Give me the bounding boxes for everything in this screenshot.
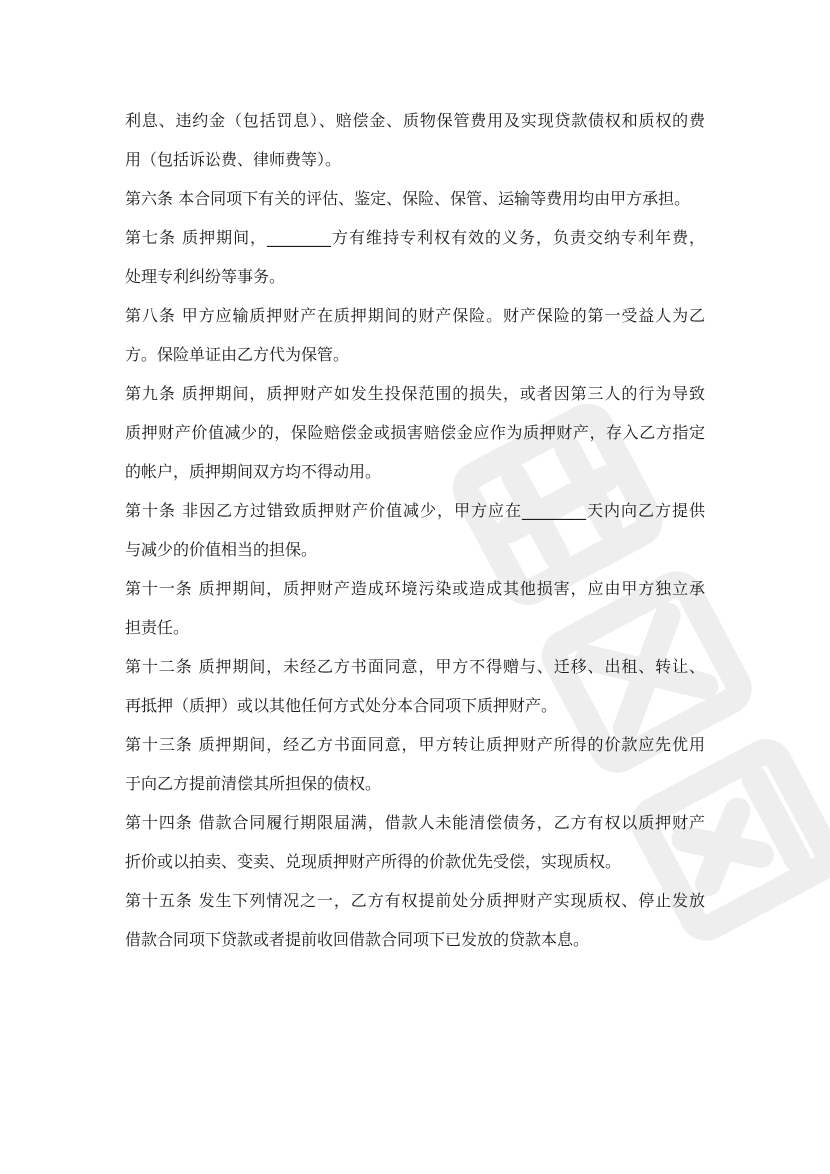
paragraph-line: 担责任。 [125,618,190,637]
paragraph-line: 折价或以拍卖、变卖、兑现质押财产所得的价款优先受偿，实现质权。 [125,852,622,871]
paragraph-line: 质押财产价值减少的，保险赔偿金或损害赔偿金应作为质押财产，存入乙方指定 [125,423,705,442]
paragraph-line: 第十四条 借款合同履行期限届满，借款人未能清偿债务，乙方有权以质押财产 [125,813,705,832]
paragraph-line: 第八条 甲方应输质押财产在质押期间的财产保险。财产保险的第一受益人为乙 [125,306,705,325]
paragraph-line: 第十二条 质押期间，未经乙方书面同意，甲方不得赠与、迁移、出租、转让、 [125,657,705,676]
paragraph-line: 第十一条 质押期间，质押财产造成环境污染或造成其他损害，应由甲方独立承 [125,579,705,598]
paragraph-line: 第十三条 质押期间，经乙方书面同意，甲方转让质押财产所得的价款应先优用 [125,735,705,754]
paragraph-line: 第十五条 发生下列情况之一，乙方有权提前处分质押财产实现质权、停止发放 [125,891,705,910]
paragraph-line: 利息、违约金（包括罚息）、赔偿金、质物保管费用及实现贷款债权和质权的费 [125,111,705,130]
paragraph-line: 第七条 质押期间，________方有维持专利权有效的义务，负责交纳专利年费， [125,228,705,247]
paragraph-line: 第六条 本合同项下有关的评估、鉴定、保险、保管、运输等费用均由甲方承担。 [125,189,691,208]
paragraph-line: 方。保险单证由乙方代为保管。 [125,345,350,364]
paragraph-line: 再抵押（质押）或以其他任何方式处分本合同项下质押财产。 [125,696,558,715]
paragraph-line: 于向乙方提前清偿其所担保的债权。 [125,774,382,793]
paragraph-line: 借款合同项下贷款或者提前收回借款合同项下已发放的贷款本息。 [125,930,590,949]
paragraph-line: 用（包括诉讼费、律师费等）。 [125,150,342,169]
paragraph-line: 第十条 非因乙方过错致质押财产价值减少，甲方应在________天内向乙方提供 [125,501,705,520]
paragraph-line: 第九条 质押期间，质押财产如发生投保范围的损失，或者因第三人的行为导致 [125,384,705,403]
paragraph-line: 处理专利纠纷等事务。 [125,267,286,286]
paragraph-line: 与减少的价值相当的担保。 [125,540,318,559]
paragraph-line: 的帐户，质押期间双方均不得动用。 [125,462,382,481]
